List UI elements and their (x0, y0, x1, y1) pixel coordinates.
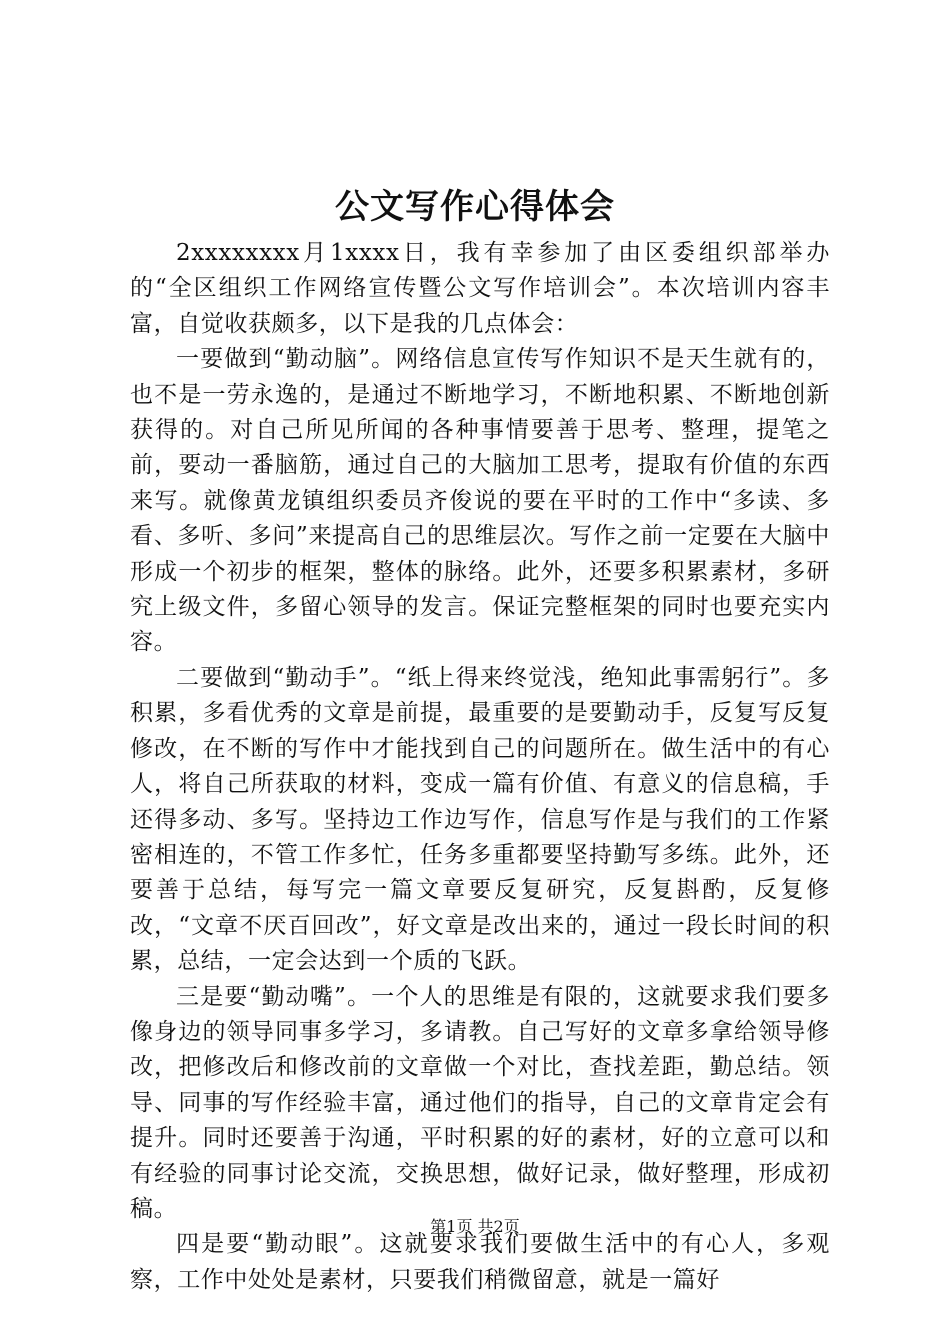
paragraph-think-more: 一要做到“勤动脑”。网络信息宣传写作知识不是天生就有的，也不是一劳永逸的，是通过不断地学习，不断地积累、不断地创新获得的。对自己所见所闻的各种事情要善于思考、整理，提笔之前，要动一番脑筋，通过自己的大脑加工思考，提取有价值的东西来写。就像黄龙镇组织委员齐俊说的要在平时的工作中“多读、多看、多听、多问”来提高自己的思维层次。写作之前一定要在大脑中形成一个初步的框架，整体的脉络。此外，还要多积累素材，多研究上级文件，多留心领导的发言。保证完整框架的同时也要充实内容。 (130, 346, 830, 656)
page-number-footer: 第1页 共2页 (430, 1217, 520, 1236)
paragraph-observe-more: 四是要“勤动眼”。这就要求我们要做生活中的有心人，多观察，工作中处处是素材，只要我们稍微留意，就是一篇好 (130, 1231, 830, 1293)
paragraph-intro: 2xxxxxxxx月1xxxx日，我有幸参加了由区委组织部举办的“全区组织工作网络宣传暨公文写作培训会”。本次培训内容丰富，自觉收获颇多，以下是我的几点体会： (130, 240, 830, 337)
paragraph-ask-more: 三是要“勤动嘴”。一个人的思维是有限的，这就要求我们要多像身边的领导同事多学习，多请教。自己写好的文章多拿给领导修改，把修改后和修改前的文章做一个对比，查找差距，勤总结。领导、同事的写作经验丰富，通过他们的指导，自己的文章肯定会有提升。同时还要善于沟通，平时积累的好的素材，好的立意可以和有经验的同事讨论交流，交换思想，做好记录，做好整理，形成初稿。 (130, 983, 830, 1222)
paragraph-write-more: 二要做到“勤动手”。“纸上得来终觉浅，绝知此事需躬行”。多积累，多看优秀的文章是前提，最重要的是要勤动手，反复写反复修改，在不断的写作中才能找到自己的问题所在。做生活中的有心人，将自己所获取的材料，变成一篇有价值、有意义的信息稿，手还得多动、多写。坚持边工作边写作，信息写作是与我们的工作紧密相连的，不管工作多忙，任务多重都要坚持勤写多练。此外，还要善于总结，每写完一篇文章要反复研究，反复斟酌，反复修改，“文章不厌百回改”，好文章是改出来的，通过一段长时间的积累，总结，一定会达到一个质的飞跃。 (130, 664, 830, 975)
document-body (130, 236, 830, 1298)
document-title: 公文写作心得体会 (335, 187, 615, 227)
